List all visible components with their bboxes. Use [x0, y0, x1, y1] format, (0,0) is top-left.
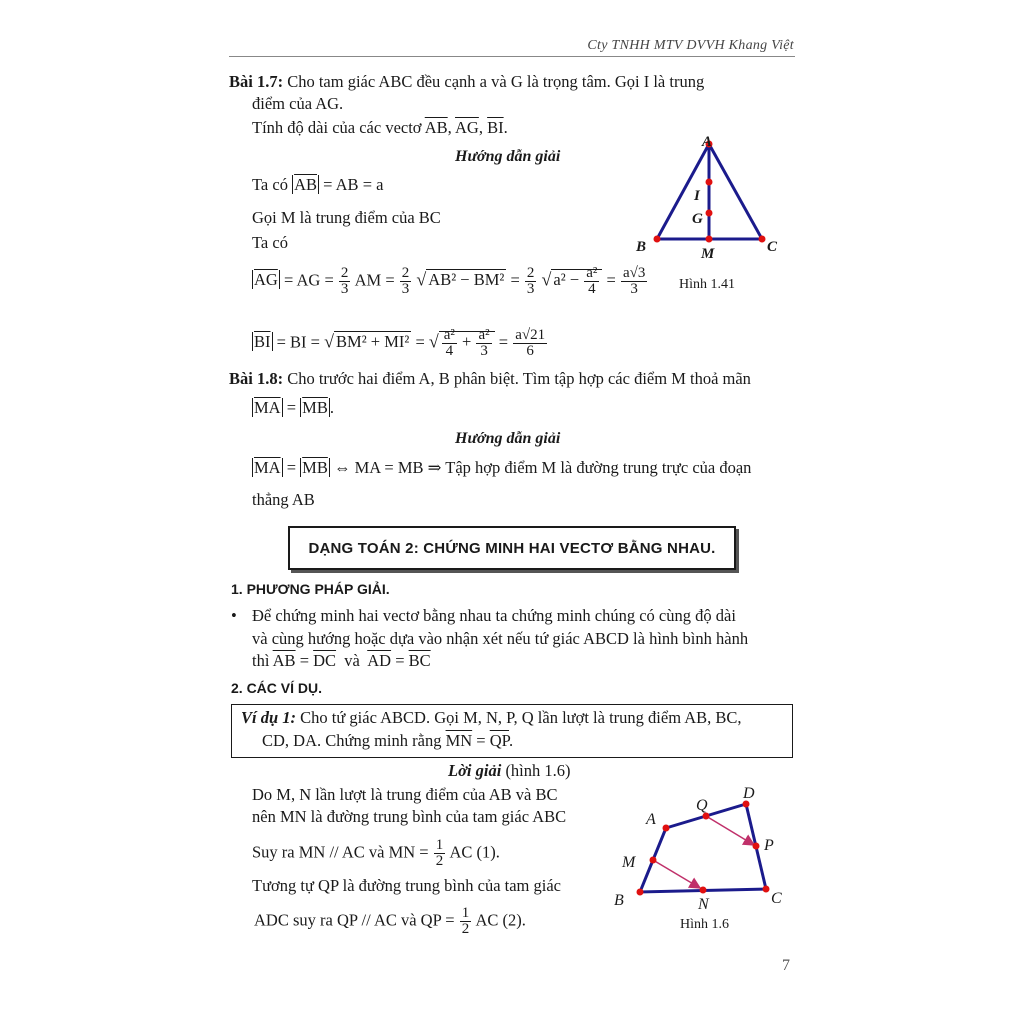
solution-title: Lời giải: [448, 761, 502, 780]
section1-bullet-line3: thì $\overline{AB} = \overline{DC}$ và $\overline{AD} = \overline{BC}$: [252, 651, 431, 670]
figure-1-6: [610, 780, 800, 910]
dang-toan-2-box: [288, 526, 736, 570]
label-a: A: [646, 811, 656, 828]
point-m: [706, 236, 713, 243]
bai17-step1: Ta có $\overline{AB}$ = AB = a: [252, 175, 384, 194]
label-m: M: [622, 854, 636, 871]
label-n: N: [698, 896, 709, 910]
label-g: G: [692, 211, 703, 227]
point-c: [759, 236, 766, 243]
solution-line5: ADC suy ra QP // AC và QP = $\frac{1}{2}$ AC (2).: [254, 905, 526, 937]
point-b: [654, 236, 661, 243]
vec-ab: $\overline{AB}$: [424, 118, 448, 137]
header-publisher: Cty TNHH MTV DVVH Khang Việt: [587, 38, 794, 53]
bullet-marker: •: [231, 606, 237, 625]
figure-1-41-caption: Hình 1.41: [679, 277, 735, 292]
segment-ac: [709, 144, 762, 239]
bai18-solution-line2: thẳng AB: [252, 490, 315, 509]
solution-line4: Tương tự QP là đường trung bình của tam giác: [252, 876, 561, 895]
bai17-line2: điểm của AG.: [252, 94, 344, 113]
label-a: A: [702, 134, 713, 150]
bai17-text1: Cho tam giác ABC đều cạnh a và G là trọng tâm. Gọi I là trung: [287, 72, 705, 91]
label-p: P: [764, 837, 774, 854]
section1-heading: 1. PHƯƠNG PHÁP GIẢI.: [231, 581, 390, 597]
section2-heading: 2. CÁC VÍ DỤ.: [231, 680, 323, 696]
point-c: [763, 886, 770, 893]
dang-toan-2-title: DẠNG TOÁN 2: CHỨNG MINH HAI VECTƠ BẰNG NHAU.: [308, 539, 716, 557]
bai18-label: Bài 1.8:: [229, 369, 284, 388]
figure-1-6-caption: Hình 1.6: [680, 917, 729, 932]
figure-1-41: [630, 130, 790, 260]
point-g: [706, 210, 713, 217]
label-c: C: [771, 890, 782, 907]
label-b: B: [614, 892, 624, 909]
label-q: Q: [696, 797, 708, 814]
solution-line3: Suy ra MN // AC và MN = $\frac{1}{2}$ AC (1).: [252, 837, 500, 869]
bai17-guide-title: Hướng dẫn giải: [455, 148, 561, 165]
label-c: C: [767, 239, 778, 255]
bai17-label: Bài 1.7:: [229, 72, 284, 91]
example1-line2: CD, DA. Chứng minh rằng $\overline{MN} = \overline{QP}$.: [262, 731, 514, 750]
vector-qp: [706, 816, 754, 845]
solution-line2: nên MN là đường trung bình của tam giác ABC: [252, 807, 567, 826]
label-m: M: [701, 246, 715, 260]
vec-ag: $\overline{AG}$: [455, 118, 479, 137]
bai17-line3: Tính độ dài của các vectơ $\overline{AB}$, $\overline{AG}$, $\overline{BI}$.: [252, 118, 508, 137]
label-b: B: [636, 239, 647, 255]
bai17-line1: [229, 72, 704, 92]
label-d: D: [743, 785, 755, 802]
bai18-guide-title: Hướng dẫn giải: [455, 430, 561, 447]
bai18-line1: Bài 1.8: Cho trước hai điểm A, B phân biệt. Tìm tập hợp các điểm M thoả mãn: [229, 369, 751, 388]
section1-bullet-line1: Để chứng minh hai vectơ bằng nhau ta chứng minh chúng có cùng độ dài: [252, 606, 736, 625]
page-number: 7: [782, 957, 790, 974]
header-rule: [229, 56, 795, 57]
bai18-condition: $\overline{MA} = \overline{MB}$ .: [254, 398, 334, 417]
example1-label: Ví dụ 1:: [241, 708, 297, 727]
point-a: [663, 825, 670, 832]
point-n: [700, 887, 707, 894]
example1-line1: Ví dụ 1: Cho tứ giác ABCD. Gọi M, N, P, Q lần lượt là trung điểm AB, BC,: [241, 708, 742, 727]
bai17-step2: Gọi M là trung điểm của BC: [252, 208, 441, 227]
vec-bi: $\overline{BI}$: [487, 118, 504, 137]
point-p: [753, 843, 760, 850]
eq-bi: $\overline{BI}$ = BI = √ BM² + MI² = √ $\frac{\text{a²}}{4}$ + $\frac{\text{a²}}{3}$ = $\frac{a√21}{6}$: [254, 327, 546, 359]
section1-bullet-line2: và cùng hướng hoặc dựa vào nhận xét nếu tứ giác ABCD là hình bình hành: [252, 629, 749, 648]
vector-mn: [653, 860, 700, 888]
solution-title-line: Lời giải (hình 1.6): [448, 761, 571, 780]
label-i: I: [694, 188, 700, 204]
point-m: [650, 857, 657, 864]
point-i: [706, 179, 713, 186]
eq-ag: $\overline{AG}$ = AG = $\frac{2}{3}$ AM = $\frac{2}{3}$ √ AB² − BM² = $\frac{2}{3}$ √ a² − $\frac{\text{a²}}{4}$ = $\frac{a√3}{3}$: [254, 265, 646, 297]
bai17-step3: Ta có: [252, 233, 288, 252]
point-b: [637, 889, 644, 896]
solution-line1: Do M, N lần lượt là trung điểm của AB và BC: [252, 785, 558, 804]
bai18-solution: $\overline{MA} = \overline{MB}$ ⇔ MA = MB ⇒ Tập hợp điểm M là đường trung trực của đoạn: [254, 458, 752, 477]
